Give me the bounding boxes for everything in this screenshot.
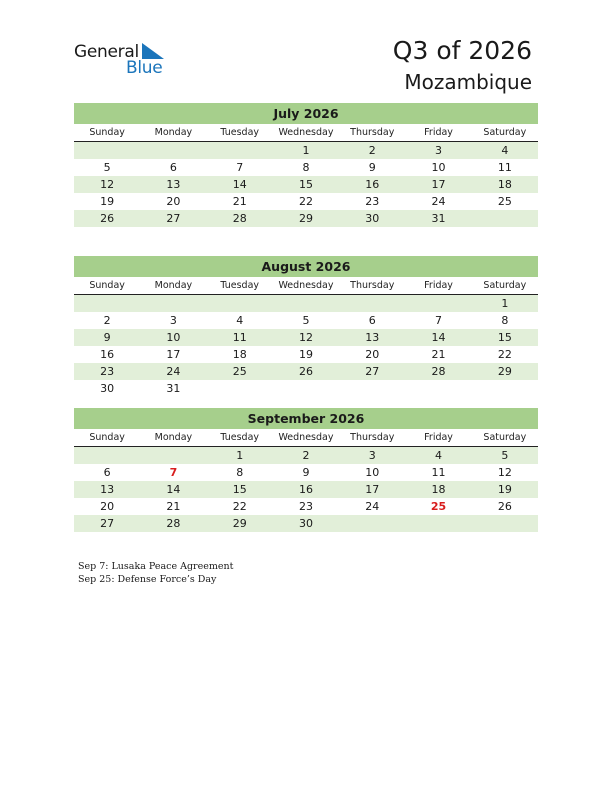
day-cell — [405, 515, 471, 532]
day-cell: 8 — [501, 314, 509, 327]
day-cell: 26 — [497, 500, 512, 513]
holiday-notes — [78, 560, 233, 586]
day-cell: 19 — [100, 195, 115, 208]
day-cell: 7 — [435, 314, 443, 327]
day-cell: 19 — [497, 483, 512, 496]
day-cell: 29 — [497, 365, 512, 378]
day-cell: 22 — [232, 500, 247, 513]
day-cell — [273, 295, 339, 312]
day-cell: 27 — [365, 365, 380, 378]
day-cell: 27 — [100, 517, 115, 530]
day-cell: 21 — [166, 500, 181, 513]
week-row — [74, 193, 538, 210]
country-name: Mozambique — [404, 70, 532, 94]
month-july — [74, 103, 538, 227]
day-cell: 30 — [298, 517, 313, 530]
weekday-label: Friday — [424, 127, 453, 138]
weekday-header-row — [74, 124, 538, 142]
day-cell: 15 — [298, 178, 313, 191]
day-cell: 25 — [430, 500, 447, 513]
day-cell: 1 — [501, 297, 509, 310]
day-cell — [339, 380, 405, 397]
weekday-label: Thursday — [350, 280, 395, 291]
day-cell: 11 — [232, 331, 247, 344]
day-cell: 1 — [302, 144, 310, 157]
weekday-label: Monday — [154, 432, 193, 443]
day-cell: 10 — [166, 331, 181, 344]
day-cell: 4 — [435, 449, 443, 462]
day-cell: 10 — [365, 466, 380, 479]
day-cell — [273, 380, 339, 397]
day-cell: 6 — [169, 161, 177, 174]
weekday-label: Monday — [154, 127, 193, 138]
week-row — [74, 210, 538, 227]
weekday-label: Friday — [424, 280, 453, 291]
day-cell: 13 — [365, 331, 380, 344]
weekday-label: Wednesday — [278, 432, 334, 443]
day-cell: 17 — [431, 178, 446, 191]
weekday-label: Wednesday — [278, 127, 334, 138]
day-cell: 24 — [365, 500, 380, 513]
day-cell: 14 — [166, 483, 181, 496]
day-cell: 15 — [232, 483, 247, 496]
weekday-label: Tuesday — [220, 127, 260, 138]
day-cell: 16 — [298, 483, 313, 496]
day-cell: 20 — [365, 348, 380, 361]
month-september — [74, 408, 538, 532]
day-cell: 26 — [100, 212, 115, 225]
day-cell: 28 — [166, 517, 181, 530]
weekday-label: Wednesday — [278, 280, 334, 291]
day-cell: 13 — [166, 178, 181, 191]
weekday-label: Saturday — [483, 280, 527, 291]
day-cell: 7 — [236, 161, 244, 174]
day-cell: 12 — [100, 178, 115, 191]
week-row — [74, 142, 538, 159]
week-row — [74, 447, 538, 464]
day-cell: 4 — [236, 314, 244, 327]
day-cell: 17 — [166, 348, 181, 361]
day-cell — [140, 142, 206, 159]
day-cell: 14 — [232, 178, 247, 191]
week-row — [74, 498, 538, 515]
day-cell: 7 — [169, 466, 178, 479]
month-title: August 2026 — [74, 256, 538, 277]
day-cell — [74, 142, 140, 159]
day-cell: 9 — [368, 161, 376, 174]
day-cell — [207, 295, 273, 312]
weekday-label: Sunday — [89, 127, 125, 138]
day-cell: 11 — [431, 466, 446, 479]
weekday-label: Thursday — [350, 127, 395, 138]
day-cell: 9 — [302, 466, 310, 479]
weekday-label: Monday — [154, 280, 193, 291]
day-cell: 6 — [103, 466, 111, 479]
week-row — [74, 329, 538, 346]
weekday-label: Tuesday — [220, 432, 260, 443]
day-cell: 15 — [497, 331, 512, 344]
day-cell: 26 — [298, 365, 313, 378]
day-cell: 13 — [100, 483, 115, 496]
day-cell: 2 — [302, 449, 310, 462]
day-cell: 22 — [497, 348, 512, 361]
holiday-note: Sep 25: Defense Force’s Day — [78, 574, 217, 585]
week-row — [74, 295, 538, 312]
day-cell: 18 — [497, 178, 512, 191]
day-cell: 23 — [298, 500, 313, 513]
day-cell: 20 — [100, 500, 115, 513]
logo-general-text: General — [74, 42, 139, 62]
day-cell: 8 — [236, 466, 244, 479]
brand-logo — [74, 42, 174, 78]
day-cell: 5 — [103, 161, 111, 174]
day-cell: 6 — [368, 314, 376, 327]
day-cell: 1 — [236, 449, 244, 462]
day-cell: 16 — [365, 178, 380, 191]
day-cell — [74, 295, 140, 312]
day-cell — [339, 295, 405, 312]
day-cell: 24 — [166, 365, 181, 378]
day-cell: 23 — [365, 195, 380, 208]
day-cell: 31 — [431, 212, 446, 225]
day-cell: 28 — [232, 212, 247, 225]
week-row — [74, 464, 538, 481]
weekday-label: Friday — [424, 432, 453, 443]
day-cell: 29 — [298, 212, 313, 225]
day-cell: 24 — [431, 195, 446, 208]
day-cell: 30 — [100, 382, 115, 395]
day-cell: 11 — [497, 161, 512, 174]
day-cell: 12 — [298, 331, 313, 344]
day-cell — [472, 380, 538, 397]
day-cell: 18 — [431, 483, 446, 496]
day-cell: 23 — [100, 365, 115, 378]
day-cell: 2 — [368, 144, 376, 157]
week-row — [74, 515, 538, 532]
weekday-label: Sunday — [89, 432, 125, 443]
weekday-label: Sunday — [89, 280, 125, 291]
day-cell — [339, 515, 405, 532]
weekday-header-row — [74, 277, 538, 295]
day-cell: 4 — [501, 144, 509, 157]
day-cell: 12 — [497, 466, 512, 479]
day-cell: 17 — [365, 483, 380, 496]
day-cell: 20 — [166, 195, 181, 208]
day-cell — [207, 142, 273, 159]
logo-blue-text: Blue — [126, 58, 163, 78]
week-row — [74, 176, 538, 193]
day-cell — [472, 515, 538, 532]
day-cell — [140, 447, 206, 464]
day-cell: 14 — [431, 331, 446, 344]
page-title: Q3 of 2026 — [392, 36, 532, 65]
weekday-label: Saturday — [483, 127, 527, 138]
day-cell: 3 — [368, 449, 376, 462]
day-cell: 28 — [431, 365, 446, 378]
weekday-label: Saturday — [483, 432, 527, 443]
month-august — [74, 256, 538, 397]
day-cell: 25 — [232, 365, 247, 378]
day-cell: 9 — [103, 331, 111, 344]
day-cell: 27 — [166, 212, 181, 225]
day-cell — [74, 447, 140, 464]
day-cell: 31 — [166, 382, 181, 395]
day-cell — [405, 380, 471, 397]
day-cell: 21 — [431, 348, 446, 361]
day-cell: 18 — [232, 348, 247, 361]
day-cell: 16 — [100, 348, 115, 361]
day-cell: 10 — [431, 161, 446, 174]
week-row — [74, 312, 538, 329]
day-cell: 2 — [103, 314, 111, 327]
day-cell: 3 — [169, 314, 177, 327]
day-cell: 25 — [497, 195, 512, 208]
week-row — [74, 363, 538, 380]
week-row — [74, 481, 538, 498]
day-cell: 19 — [298, 348, 313, 361]
day-cell — [472, 210, 538, 227]
week-row — [74, 346, 538, 363]
day-cell: 5 — [302, 314, 310, 327]
weekday-header-row — [74, 429, 538, 447]
month-title: July 2026 — [74, 103, 538, 124]
day-cell — [140, 295, 206, 312]
month-title: September 2026 — [74, 408, 538, 429]
day-cell: 5 — [501, 449, 509, 462]
week-row — [74, 380, 538, 397]
day-cell — [405, 295, 471, 312]
weekday-label: Thursday — [350, 432, 395, 443]
day-cell: 22 — [298, 195, 313, 208]
day-cell: 21 — [232, 195, 247, 208]
day-cell: 29 — [232, 517, 247, 530]
day-cell: 3 — [435, 144, 443, 157]
day-cell: 8 — [302, 161, 310, 174]
day-cell: 30 — [365, 212, 380, 225]
day-cell — [207, 380, 273, 397]
weekday-label: Tuesday — [220, 280, 260, 291]
holiday-note: Sep 7: Lusaka Peace Agreement — [78, 561, 234, 572]
week-row — [74, 159, 538, 176]
